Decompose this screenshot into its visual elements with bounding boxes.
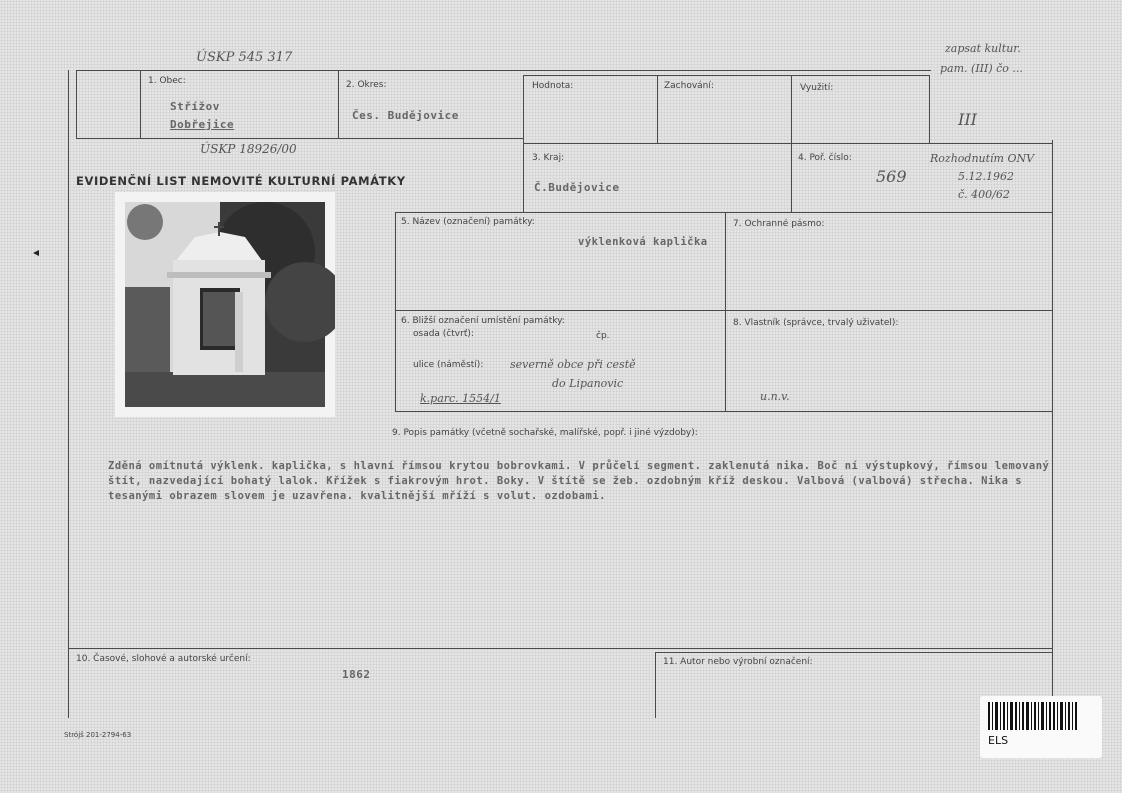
vlastnik-label: 8. Vlastník (správce, trvalý uživatel): (733, 318, 899, 328)
osada-value: severně obce při cestě (510, 358, 636, 371)
ochranne-pasmo-label: 7. Ochranné pásmo: (733, 219, 825, 229)
popis-text: Zděná omítnutá výklenk. kaplička, s hlavní římsou krytou bobrovkami. V průčelí segment. zaklenutá nika. Boč ní výstupkový, římsou lemovaný štít, nazvedající bohatý lalok. Křížek s fiakrovým hrot. Boky. V štítě se žeb. ozdobným kříž deskou. Valbová (valbová) střecha. Nika s tesanými obrazem slovem je uzavřena. kvalitnější mříží s volut. ozdobami. (108, 460, 1050, 502)
barcode-label: ELS (988, 734, 1009, 747)
top-registry-number: ÚSKP 545 317 (196, 50, 293, 65)
kraj-label: 3. Kraj: (532, 153, 565, 163)
decree-line-1: Rozhodnutím ONV (930, 152, 1035, 165)
casove-value: 1862 (342, 668, 371, 681)
ulice-label: ulice (náměstí): (413, 360, 484, 370)
casove-label: 10. Časové, slohové a autorské určení: (76, 654, 251, 664)
top-right-note-1: zapsat kultur. (945, 42, 1021, 55)
frame-top (76, 70, 931, 71)
monument-photo (115, 192, 335, 417)
rule (655, 652, 1053, 653)
rule (523, 212, 1053, 213)
rule (68, 648, 1053, 649)
rule (655, 652, 656, 718)
nazev-label: 5. Název (označení) památky: (401, 217, 535, 227)
rule (395, 212, 396, 412)
rule (791, 75, 792, 213)
poc-cislo-value: 569 (876, 167, 907, 186)
margin-mark (33, 250, 39, 256)
barcode (980, 696, 1102, 758)
parcel-number: k.parc. 1554/1 (420, 392, 501, 405)
rule (76, 138, 523, 139)
decree-line-2: 5.12.1962 (958, 170, 1014, 183)
autor-label: 11. Autor nebo výrobní označení: (663, 657, 813, 667)
rule (725, 212, 726, 412)
kraj-value: Č.Budějovice (534, 181, 620, 194)
rule (338, 70, 339, 138)
frame-left-short (76, 70, 77, 138)
top-right-note-2: pam. (III) čo ... (940, 62, 1023, 75)
okres-label: 2. Okres: (346, 80, 387, 90)
print-code: Strójš 201-2794-63 (64, 731, 132, 739)
vyuziti-label: Využití: (800, 83, 834, 93)
obec-label: 1. Obec: (148, 76, 186, 86)
frame-right (1052, 140, 1053, 718)
obec-value-2: Dobřejice (170, 118, 235, 131)
decree-line-3: č. 400/62 (958, 188, 1010, 201)
umisteni-label: 6. Bližší označení umístění památky: (401, 316, 565, 326)
osada-label: osada (čtvrť): (413, 329, 474, 339)
rule (395, 310, 1053, 311)
rule (395, 411, 1053, 412)
poc-cislo-label: 4. Poř. číslo: (798, 153, 852, 163)
owner-value: u.n.v. (760, 390, 790, 403)
osada-value-2: do Lipanovic (552, 377, 624, 390)
rule (395, 212, 523, 213)
popis-label: 9. Popis památky (včetně sochařské, malířské, popř. i jiné výzdoby): (392, 428, 698, 438)
zachovani-label: Zachování: (664, 81, 714, 91)
top-right-roman: III (958, 110, 977, 129)
okres-value: Čes. Budějovice (352, 109, 459, 122)
frame-right-top (929, 75, 930, 143)
rule (523, 143, 1053, 144)
hodnota-label: Hodnota: (532, 81, 574, 91)
nazev-value: výklenková kaplička (578, 236, 708, 248)
registry-number: ÚSKP 18926/00 (200, 142, 297, 156)
frame-left (68, 70, 69, 718)
obec-value-1: Střížov (170, 100, 220, 113)
form-title: EVIDENČNÍ LIST NEMOVITÉ KULTURNÍ PAMÁTKY (76, 174, 406, 188)
rule (523, 75, 929, 76)
rule (140, 70, 141, 138)
rule (657, 75, 658, 143)
rule (523, 75, 524, 213)
cp-label: čp. (596, 331, 610, 341)
